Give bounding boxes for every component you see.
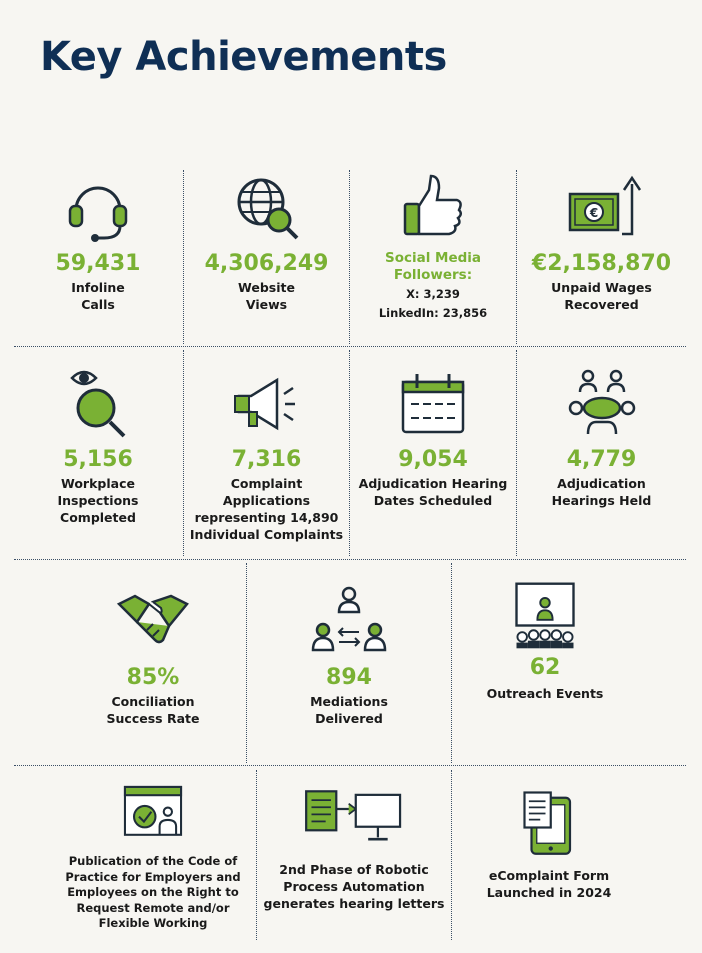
stat-value: 894 bbox=[326, 665, 372, 690]
social-heading: Social Media Followers: bbox=[384, 250, 482, 283]
milestone-label: 2nd Phase of Robotic Process Automation generates hearing letters bbox=[263, 862, 445, 911]
calendar-icon bbox=[393, 364, 473, 444]
stat-label: Infoline Calls bbox=[71, 280, 125, 313]
stat-unpaid-wages bbox=[517, 168, 686, 314]
thumbs-up-icon bbox=[393, 168, 473, 248]
milestone-label: Publication of the Code of Practice for Employers and Employees on the Right to Request Remote and/or Flexible Working bbox=[65, 854, 241, 931]
mediation-people-icon bbox=[309, 582, 389, 662]
milestone-code-of-practice bbox=[50, 782, 256, 932]
tablet-document-icon bbox=[514, 784, 584, 864]
megaphone-icon bbox=[227, 364, 307, 444]
page-title: Key Achievements bbox=[40, 34, 447, 80]
stat-hearings-held bbox=[517, 364, 686, 510]
stat-value: 5,156 bbox=[63, 447, 133, 472]
stat-label: Complaint Applications representing 14,890 Individual Complaints bbox=[189, 476, 344, 542]
stat-value: 59,431 bbox=[55, 251, 141, 276]
stat-value: 4,779 bbox=[566, 447, 637, 472]
euro-banknote-icon bbox=[562, 168, 642, 248]
stat-label: Mediations Delivered bbox=[310, 694, 388, 727]
stat-label: Adjudication Hearings Held bbox=[551, 476, 652, 509]
stat-label: Adjudication Hearing Dates Scheduled bbox=[358, 476, 508, 509]
milestone-ecomplaint-form bbox=[452, 784, 646, 902]
presentation-audience-icon bbox=[503, 578, 587, 654]
divider-row1 bbox=[14, 346, 686, 347]
stat-label: Conciliation Success Rate bbox=[106, 694, 200, 727]
stat-value: 4,306,249 bbox=[204, 251, 329, 276]
stat-value: 85% bbox=[126, 665, 180, 690]
stat-value: 62 bbox=[529, 655, 561, 680]
stat-infoline-calls bbox=[14, 168, 182, 314]
stat-label: Website Views bbox=[238, 280, 295, 313]
stat-conciliation bbox=[60, 582, 246, 728]
eye-magnifier-icon bbox=[58, 364, 138, 444]
stat-label: Unpaid Wages Recovered bbox=[551, 280, 652, 313]
stat-value: 7,316 bbox=[231, 447, 302, 472]
stat-label: Workplace Inspections Completed bbox=[57, 476, 139, 525]
stat-social-media bbox=[350, 168, 516, 322]
stat-workplace-inspections bbox=[14, 364, 182, 527]
stat-complaint-applications bbox=[184, 364, 349, 544]
stat-adjudication-dates bbox=[350, 364, 516, 510]
stat-outreach bbox=[452, 578, 638, 703]
browser-checkmark-person-icon bbox=[115, 782, 191, 848]
stat-value: €2,158,870 bbox=[531, 251, 672, 276]
headset-icon bbox=[58, 168, 138, 248]
divider-row3 bbox=[14, 765, 686, 766]
social-counts: X: 3,239 LinkedIn: 23,856 bbox=[378, 286, 488, 321]
meeting-table-icon bbox=[562, 364, 642, 444]
stat-value: 9,054 bbox=[398, 447, 468, 472]
stat-mediations bbox=[247, 582, 451, 728]
milestone-label: eComplaint Form Launched in 2024 bbox=[486, 868, 612, 900]
globe-search-icon bbox=[227, 168, 307, 248]
divider-row2 bbox=[14, 559, 686, 560]
stat-label: Outreach Events bbox=[486, 686, 604, 702]
stat-website-views bbox=[184, 168, 349, 314]
document-to-monitor-icon bbox=[296, 786, 412, 848]
milestone-robotic-automation bbox=[257, 786, 451, 913]
svg-text:€: € bbox=[589, 206, 598, 220]
handshake-icon bbox=[111, 582, 195, 662]
